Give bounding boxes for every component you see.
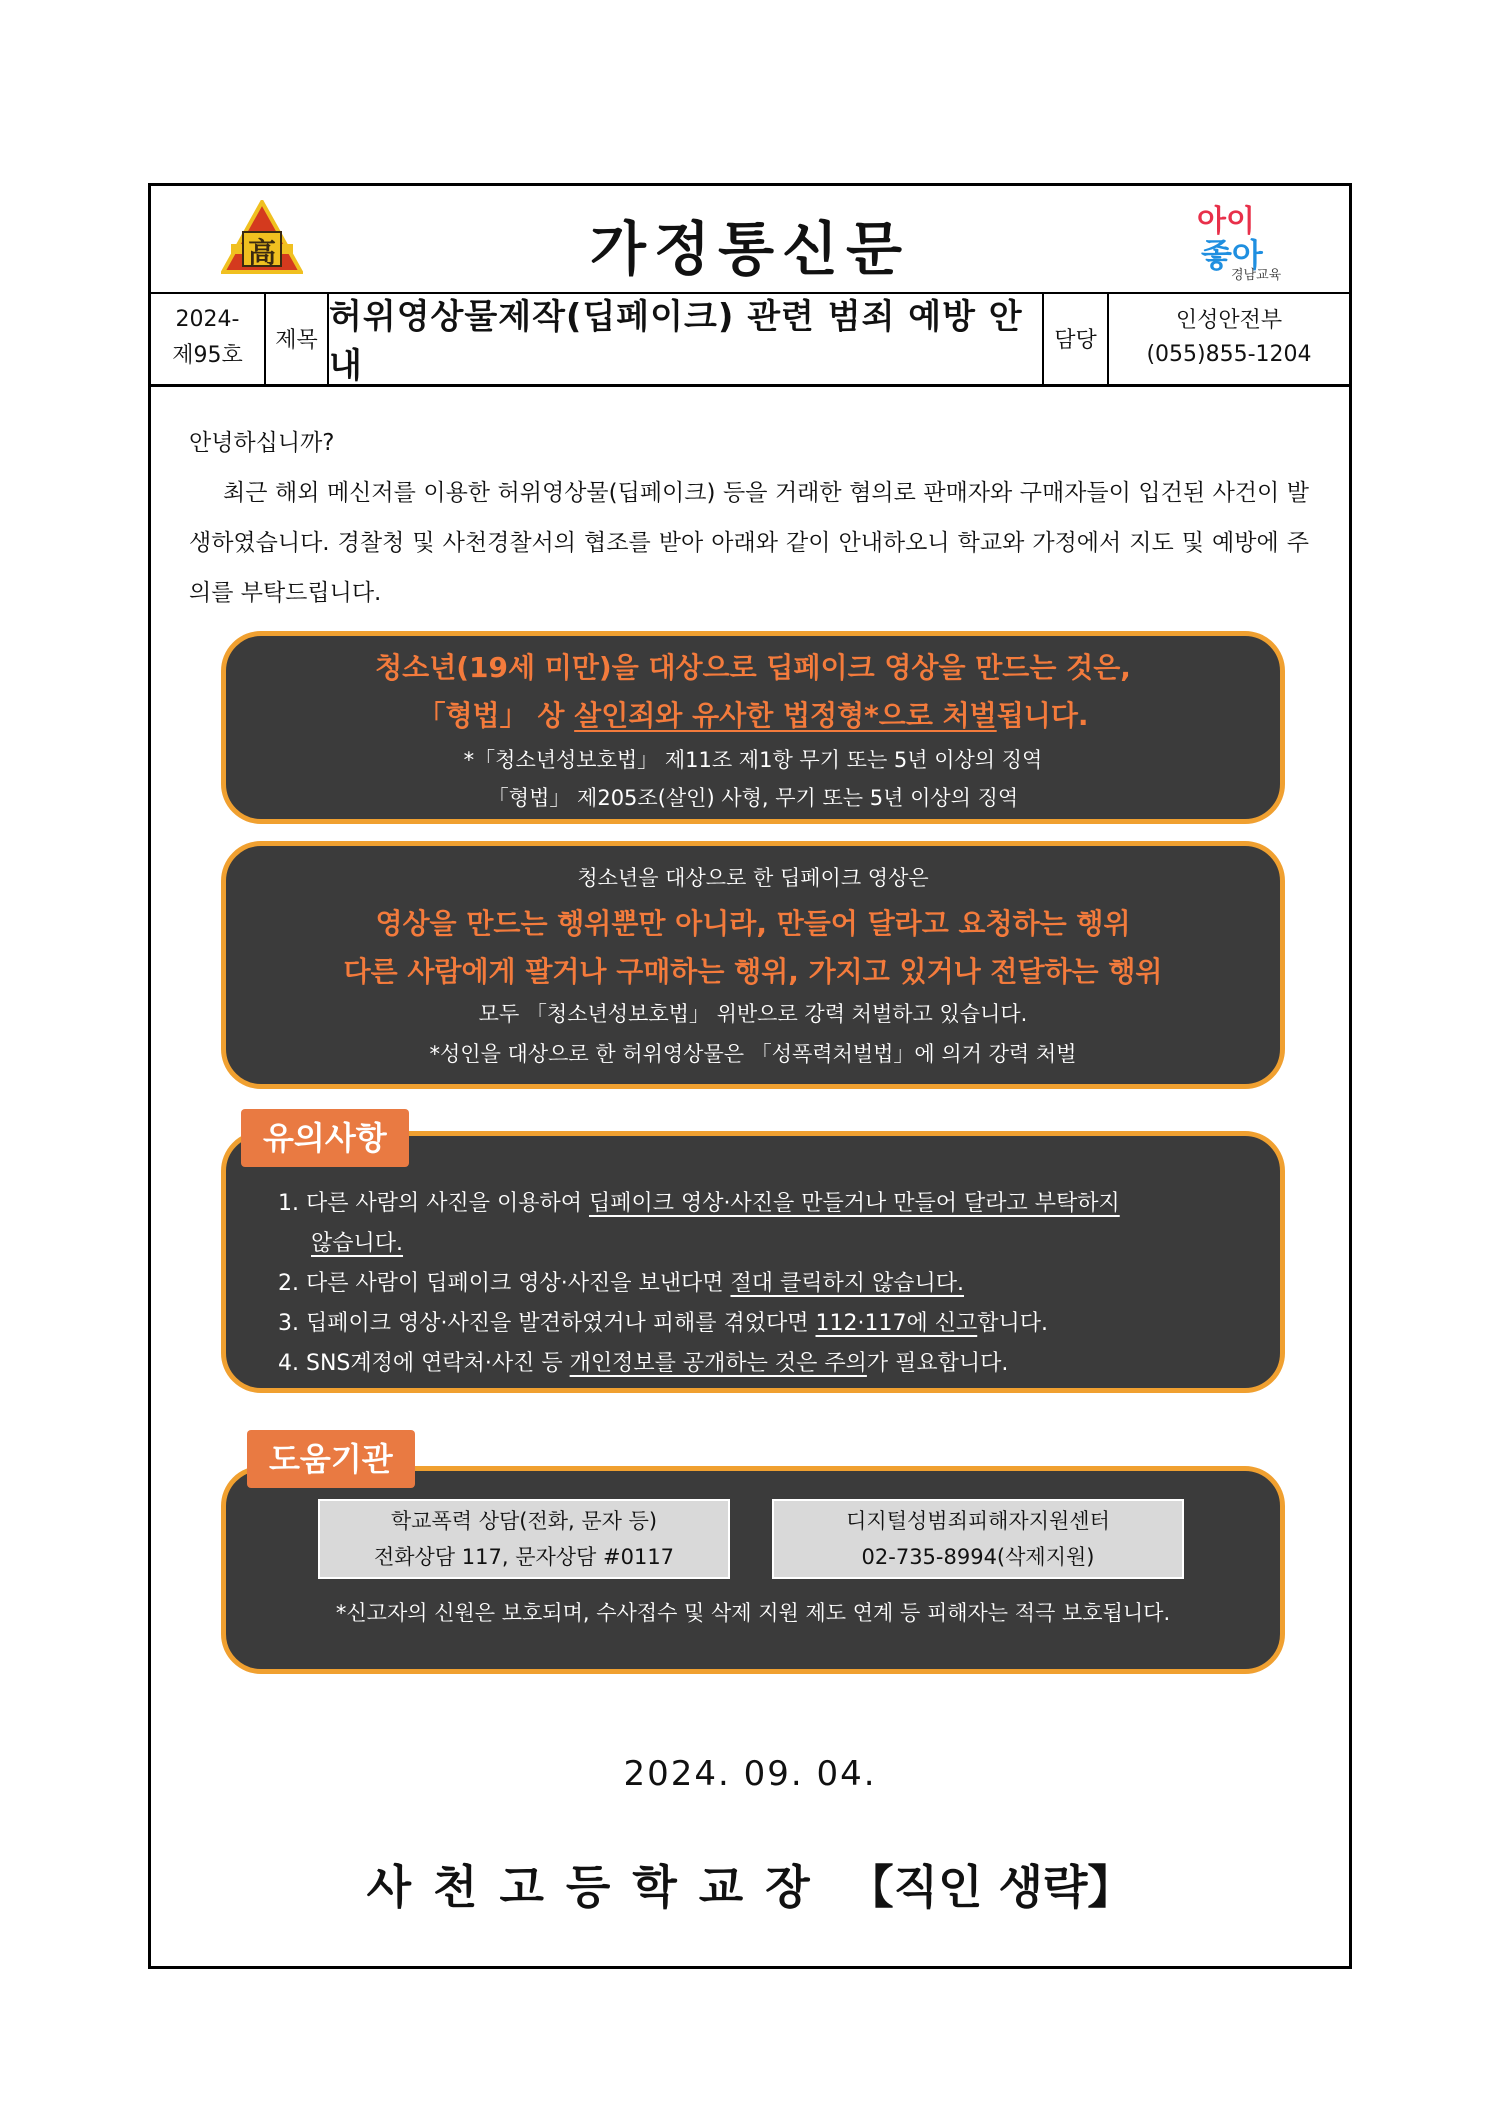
acts-line-5: *성인을 대상으로 한 허위영상물은 「성폭력처벌법」에 의거 강력 처벌 (429, 1042, 1077, 1066)
penalty-note-2: 「형법」 제205조(살인) 사형, 무기 또는 5년 이상의 징역 (487, 786, 1019, 810)
signer: 사천고등학교장 (366, 1860, 832, 1914)
info-row (151, 292, 1349, 387)
cautions-list (278, 1184, 1240, 1384)
document-frame (148, 183, 1352, 1969)
cautions-tab: 유의사항 (241, 1109, 409, 1167)
manager-info: 인성안전부 (055)855-1204 (1146, 308, 1312, 367)
intro-body: 최근 해외 메신저를 이용한 허위영상물(딥페이크) 등을 거래한 혐의로 판매자와 구매자들이 입건된 사건이 발생하였습니다. 경찰청 및 사천경찰서의 협조를 받아 아래와 같이 안내하오니 학교와 가정에서 지도 및 예방에 주의를 부탁드립니다. (189, 480, 1309, 606)
penalty-note-1: *「청소년성보호법」 제11조 제1항 무기 또는 5년 이상의 징역 (463, 748, 1043, 772)
help-box (221, 1466, 1285, 1674)
page-title: 가정통신문 (589, 215, 911, 283)
caution-item-4: 4. SNS계정에 연락처·사진 등 개인정보를 공개하는 것은 주의가 필요합니다. (278, 1351, 1009, 1376)
caution-item-1: 1. 다른 사람의 사진을 이용하여 딥페이크 영상·사진을 만들거나 만들어 달라고 부탁하지 (278, 1191, 1120, 1216)
agency-school-violence: 학교폭력 상담(전화, 문자 등) 전화상담 117, 문자상담 #0117 (318, 1499, 730, 1579)
penalty-box (221, 631, 1285, 824)
prohibited-acts-box (221, 841, 1285, 1089)
penalty-line-2: 「형법」 상 살인죄와 유사한 법정형*으로 처벌됩니다. (417, 699, 1089, 732)
caution-item-1-cont: 않습니다. (311, 1231, 404, 1256)
intro-text (189, 418, 1309, 618)
edu-logo: 아이 좋아 경남교육 (1197, 204, 1282, 283)
header (151, 186, 1349, 294)
signature-line (151, 1851, 1349, 1917)
seal-omitted: 【직인 생략】 (847, 1860, 1134, 1914)
issue-date: 2024. 09. 04. (623, 1754, 877, 1794)
acts-line-3: 다른 사람에게 팔거나 구매하는 행위, 가지고 있거나 전달하는 행위 (343, 955, 1163, 988)
acts-line-4: 모두 「청소년성보호법」 위반으로 강력 처벌하고 있습니다. (478, 1002, 1028, 1026)
issue-number: 2024- 제95호 (151, 292, 266, 384)
penalty-line-1: 청소년(19세 미만)을 대상으로 딥페이크 영상을 만드는 것은, (375, 651, 1131, 684)
cautions-box (221, 1131, 1285, 1393)
caution-item-3: 3. 딥페이크 영상·사진을 발견하였거나 피해를 겪었다면 112·117에 신고합니다. (278, 1311, 1048, 1336)
svg-text:高: 高 (247, 236, 277, 269)
help-tab: 도움기관 (247, 1430, 415, 1488)
agency-digital-crime: 디지털성범죄피해자지원센터 02-735-8994(삭제지원) (772, 1499, 1184, 1579)
acts-line-2: 영상을 만드는 행위뿐만 아니라, 만들어 달라고 요청하는 행위 (375, 907, 1131, 940)
manager-label: 담당 (1044, 292, 1109, 384)
acts-line-1: 청소년을 대상으로 한 딥페이크 영상은 (577, 866, 929, 890)
subject-title: 허위영상물제작(딥페이크) 관련 범죄 예방 안내 (329, 292, 1044, 384)
help-note: *신고자의 신원은 보호되며, 수사접수 및 삭제 지원 제도 연계 등 피해자는 적극 보호됩니다. (335, 1601, 1171, 1625)
greeting: 안녕하십니까? (189, 430, 335, 456)
subject-label: 제목 (266, 292, 329, 384)
caution-item-2: 2. 다른 사람이 딥페이크 영상·사진을 보낸다면 절대 클릭하지 않습니다. (278, 1271, 964, 1296)
